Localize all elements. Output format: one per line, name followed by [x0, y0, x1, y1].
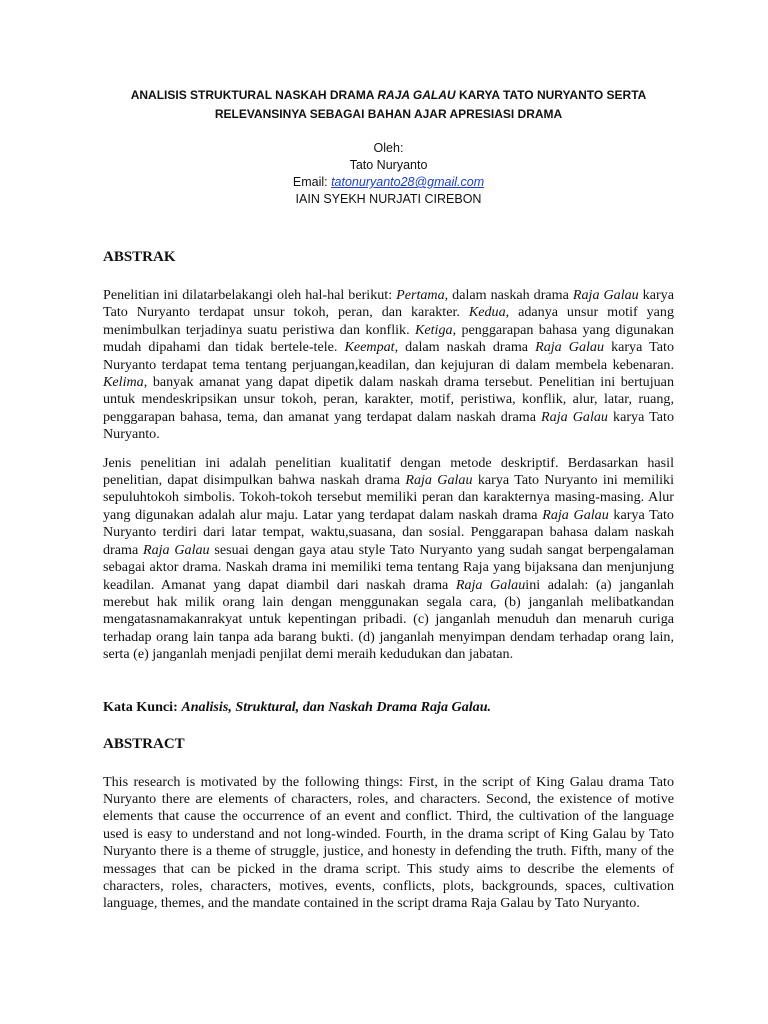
italic-term: Kedua — [468, 304, 506, 321]
italic-term: Raja Galau — [405, 472, 473, 489]
abstrak-heading: ABSTRAK — [103, 249, 176, 265]
text-run: karya Tato Nuryanto terdiri dari latar tempat, waktu,suasana, dan sosial. Penggarapan bahasa dalam naskah drama — [103, 506, 674, 558]
email-label: Email: — [292, 175, 332, 189]
by-label: Oleh: — [373, 141, 404, 155]
abstrak-paragraph-1 — [103, 287, 674, 444]
keywords-label: Kata Kunci: — [103, 698, 182, 715]
italic-term: Raja Galau — [535, 339, 605, 356]
abstrak-paragraph-2 — [103, 455, 674, 664]
text-run: , banyak amanat yang dapat dipetik dalam naskah drama tersebut. Penelitian ini bertujuan untuk mendeskripsikan unsur tokoh, peran, karakter, motif, peristiwa, konflik, alur, latar, ruang, penggarapan bahasa, tema, dan amanat yang terdapat dalam naskah drama — [103, 374, 674, 425]
text-run: , dalam naskah drama — [444, 287, 573, 303]
title-text-italic: RAJA GALAU — [377, 88, 456, 102]
email-link[interactable]: tatonuryanto28@gmail.com — [331, 175, 485, 189]
abstract-heading: ABSTRACT — [103, 735, 185, 752]
title-line-1 — [103, 86, 674, 105]
italic-term: Raja Galau — [142, 541, 210, 558]
author-name: Tato Nuryanto — [349, 158, 428, 172]
text-run: karya Tato Nuryanto. — [103, 408, 674, 443]
text-run: , adanya unsur motif yang menimbulkan terjadinya suatu peristiwa dan konflik. — [103, 304, 674, 338]
text-run: karya Tato Nuryanto ini memiliki sepuluhtokoh simbolis. Tokoh-tokoh tersebut memiliki peran dan karakternya masing-masing. Alur yang digunakan adalah alur maju. Latar yang terdapat dalam naskah drama — [103, 472, 674, 523]
text-run: , dalam naskah drama — [394, 339, 536, 356]
paper-page — [103, 86, 674, 913]
italic-term: Raja Galau — [542, 506, 609, 523]
paper-title — [103, 86, 674, 124]
text-run: karya Tato Nuryanto terdapat tema tentang perjuangan,keadilan, dan kejujuran di dalam membela kebenaran. — [103, 339, 674, 373]
keywords-value: Analisis, Struktural, dan Naskah Drama Raja Galau. — [181, 698, 492, 715]
italic-term: Raja Galau — [455, 576, 526, 593]
text-run: Jenis penelitian ini adalah penelitian kualitatif dengan metode deskriptif. Berdasarkan hasil penelitian, dapat disimpulkan bahwa naskah drama — [103, 454, 674, 489]
text-run: , penggarapan bahasa yang digunakan mudah dipahami dan tidak bertele-tele. — [103, 321, 674, 356]
italic-term: Pertama — [396, 287, 445, 303]
italic-term: Kelima — [103, 374, 144, 391]
italic-term: Raja Galau — [572, 287, 639, 303]
keywords — [103, 698, 674, 716]
text-run: sesuai dengan gaya atau style Tato Nuryanto yang sudah sangat berpengalaman sebagai aktor drama. Naskah drama ini memiliki tema tentang Raja yang bijaksana dan menjunjung keadilan. Amanat yang dapat diambil dari naskah drama — [103, 541, 674, 593]
author-email — [103, 174, 674, 191]
text-run: karya Tato Nuryanto terdapat unsur tokoh, peran, dan karakter. — [103, 287, 674, 321]
text-run: ini adalah: (a) janganlah merebut hak milik orang lain dengan menggunakan segala cara, (b) janganlah melibatkandan mengatasnamakanrakyat untuk kepentingan pribadi. (c) janganlah menuduh dan menaruh curiga terhadap orang lain tanpa ada barang bukti. (d) janganlah menyimpan dendam terhadap orang lain, serta (e) janganlah menjadi penjilat demi meraih kedudukan dan jabatan. — [103, 576, 674, 663]
italic-term: Keempat — [344, 339, 395, 356]
text-run: Penelitian ini dilatarbelakangi oleh hal-hal berikut: — [103, 287, 397, 303]
italic-term: Ketiga — [414, 321, 453, 338]
author-institution: IAIN SYEKH NURJATI CIREBON — [295, 192, 482, 206]
abstract-paragraph: This research is motivated by the following things: First, in the script of King Galau drama Tato Nuryanto there are elements of characters, roles, and characters. Second, the existence of motive elements that cause the occurrence of an event and conflict. Third, the cultivation of the language used is easy to understand and not long-winded. Fourth, in the drama script of King Galau by Tato Nuryanto there is a theme of struggle, justice, and honesty in defending the truth. Fifth, many of the messages that can be picked in the drama script. This study aims to describe the elements of characters, roles, characters, motives, events, conflicts, plots, backgrounds, spaces, cultivation language, themes, and the mandate contained in the script drama Raja Galau by Tato Nuryanto. — [103, 773, 674, 912]
italic-term: Raja Galau — [541, 408, 608, 425]
author-block — [103, 140, 674, 208]
title-text-post: KARYA TATO NURYANTO SERTA — [455, 88, 647, 102]
title-line-2: RELEVANSINYA SEBAGAI BAHAN AJAR APRESIASI DRAMA — [214, 107, 563, 121]
title-text-pre: ANALISIS STRUKTURAL NASKAH DRAMA — [130, 88, 378, 102]
